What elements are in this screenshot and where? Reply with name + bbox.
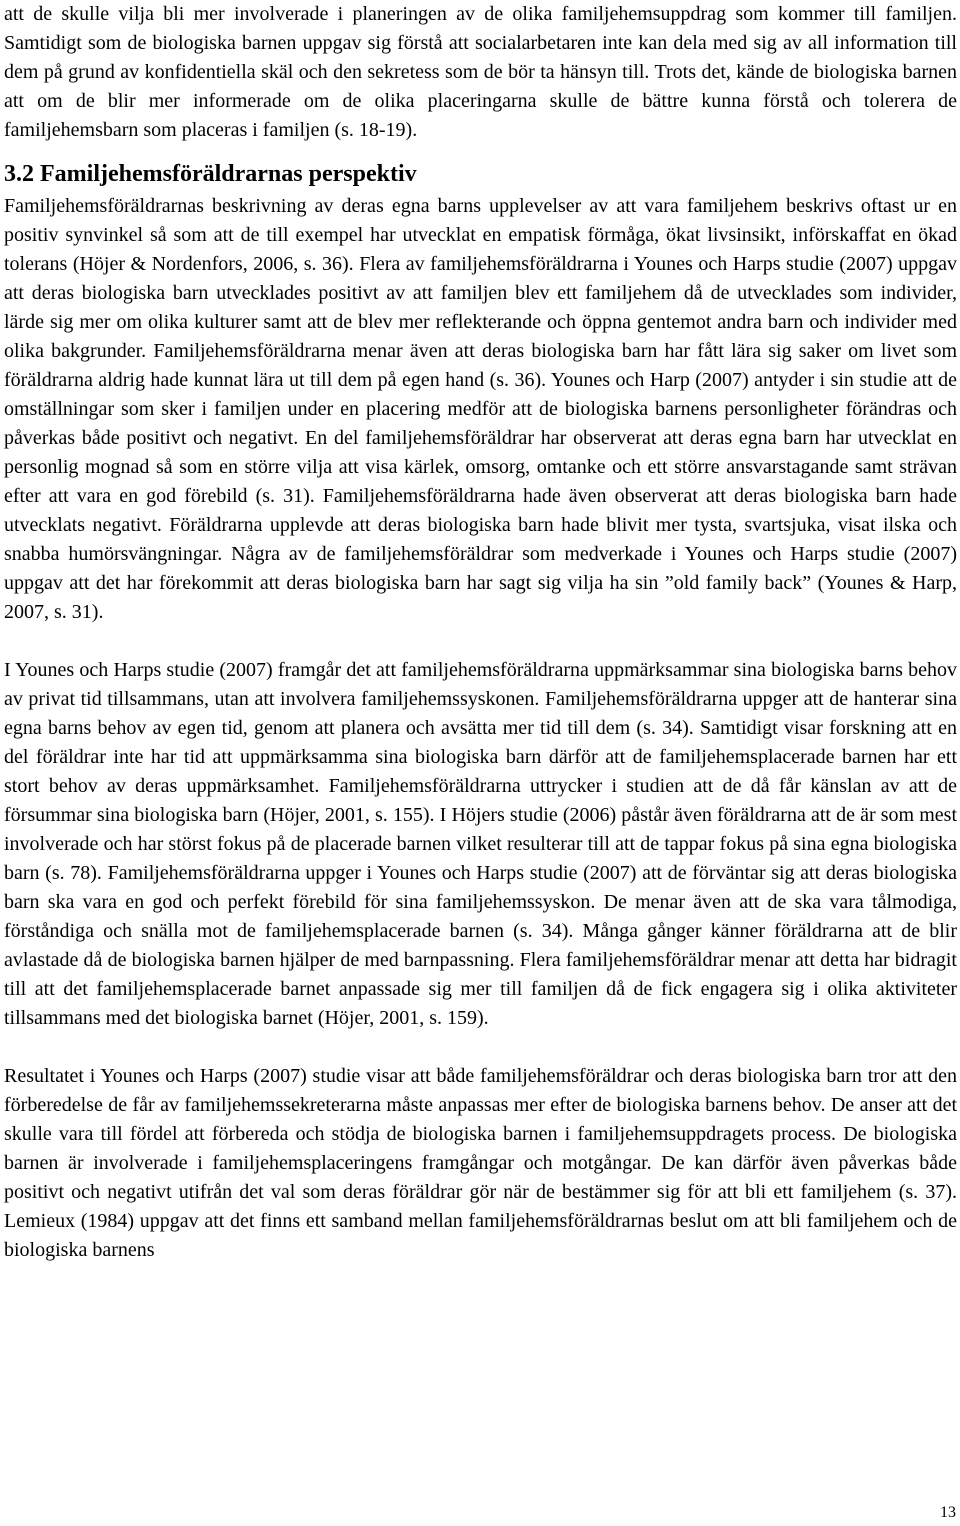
page-number: 13: [940, 1504, 956, 1521]
spacer: [4, 145, 957, 159]
paragraph-gap: [4, 1033, 957, 1062]
paragraph-1: Familjehemsföräldrarnas beskrivning av deras egna barns upplevelser av att vara familjehem beskrivs oftast ur en positiv synvinkel så som att de till exempel har utvecklat en empatisk förmåga, ökat livsinsikt, införskaffat en ökad tolerans (Höjer & Nordenfors, 2006, s. 36). Flera av familjehemsföräldrarna i Younes och Harps studie (2007) uppgav att deras biologiska barn utvecklades positivt av att familjen blev ett familjehem då de utvecklades som individer, lärde sig mer om olika kulturer samt att de blev mer reflekterande och öppna gentemot andra barn och individer med olika bakgrunder. Familjehemsföräldrarna menar även att deras biologiska barn har fått lära sig saker om livet som föräldrarna aldrig hade kunnat lära ut till dem på egen hand (s. 36). Younes och Harp (2007) antyder i sin studie att de omställningar som sker i familjen under en placering medför att de biologiska barnens personligheter förändras och påverkas både positivt och negativt. En del familjehemsföräldrar har observerat att deras egna barn har utvecklat en personlig mognad så som en större vilja att visa kärlek, omsorg, omtanke och ett större ansvarstagande samt strävan efter att vara en god förebild (s. 31). Familjehemsföräldrarna hade även observerat att deras biologiska barn hade utvecklats negativt. Föräldrarna upplevde att deras biologiska barn hade blivit mer tysta, svartsjuka, visat ilska och snabba humörsvängningar. Några av de familjehemsföräldrar som medverkade i Younes och Harps studie (2007) uppgav att det har förekommit att deras biologiska barn har sagt sig vilja ha sin ”old family back” (Younes & Harp, 2007, s. 31).: [4, 195, 957, 623]
section-heading: 3.2 Familjehemsföräldrarnas perspektiv: [4, 161, 417, 187]
paragraph-3: Resultatet i Younes och Harps (2007) studie visar att både familjehemsföräldrar och deras biologiska barn tror att den förberedelse de får av familjehemssekreterarna måste anpassas mer efter de biologiska barnens behov. De anser att det skulle vara till fördel att förbereda och stödja de biologiska barnen i familjehemsuppdragets process. De biologiska barnen är involverade i familjehemsplaceringens framgångar och motgångar. De kan därför även påverkas både positivt och negativt utifrån det val som deras föräldrar gör när de bestämmer sig för att bli ett familjehem (s. 37). Lemieux (1984) uppgav att det finns ett samband mellan familjehemsföräldrarnas beslut om att bli familjehem och de biologiska barnens: [4, 1065, 957, 1261]
paragraph-continued: att de skulle vilja bli mer involverade i planeringen av de olika familjehemsuppdrag som kommer till familjen. Samtidigt som de biologiska barnen uppgav sig förstå att socialarbetaren inte kan dela med sig av all information till dem på grund av konfidentiella skäl och den sekretess som de bör ta hänsyn till. Trots det, kände de biologiska barnen att om de blir mer informerade om de olika placeringarna skulle de bättre kunna förstå och tolerera de familjehemsbarn som placeras i familjen (s. 18-19).: [4, 3, 957, 141]
paragraph-2: I Younes och Harps studie (2007) framgår det att familjehemsföräldrarna uppmärksammar sina biologiska barns behov av privat tid tillsammans, utan att involvera familjehemssyskonen. Familjehemsföräldrarna uppger att de hanterar sina egna barns behov av egen tid, genom att planera och avsätta mer tid till dem (s. 34). Samtidigt visar forskning att en del föräldrar inte har tid att uppmärksamma sina biologiska barn därför att de familjehemsplacerade barnen har ett stort behov av deras uppmärksamhet. Familjehemsföräldrarna uttrycker i studien att de då får känslan av att de försummar sina biologiska barn (Höjer, 2001, s. 155). I Höjers studie (2006) påstår även föräldrarna att de är som mest involverade och har störst fokus på de placerade barnen vilket resulterar till att de tappar fokus på sina egna biologiska barn (s. 78). Familjehemsföräldrarna uppger i Younes och Harps studie (2007) att de förväntar sig att deras biologiska barn ska vara en god och perfekt förebild för sina familjehemssyskon. De menar även att de ska vara tålmodiga, förståndiga och snälla mot de familjehemsplacerade barnen (s. 34). Många gånger känner föräldrarna att de blir avlastade då de biologiska barnen hjälper de med barnpassning. Flera familjehemsföräldrar menar att detta har bidragit till att det familjehemsplacerade barnet anpassade sig mer till familjen då de fick engagera sig i olika aktiviteter tillsammans med det biologiska barnet (Höjer, 2001, s. 159).: [4, 659, 957, 1029]
document-page: [4, 0, 957, 1265]
paragraph-gap: [4, 627, 957, 656]
